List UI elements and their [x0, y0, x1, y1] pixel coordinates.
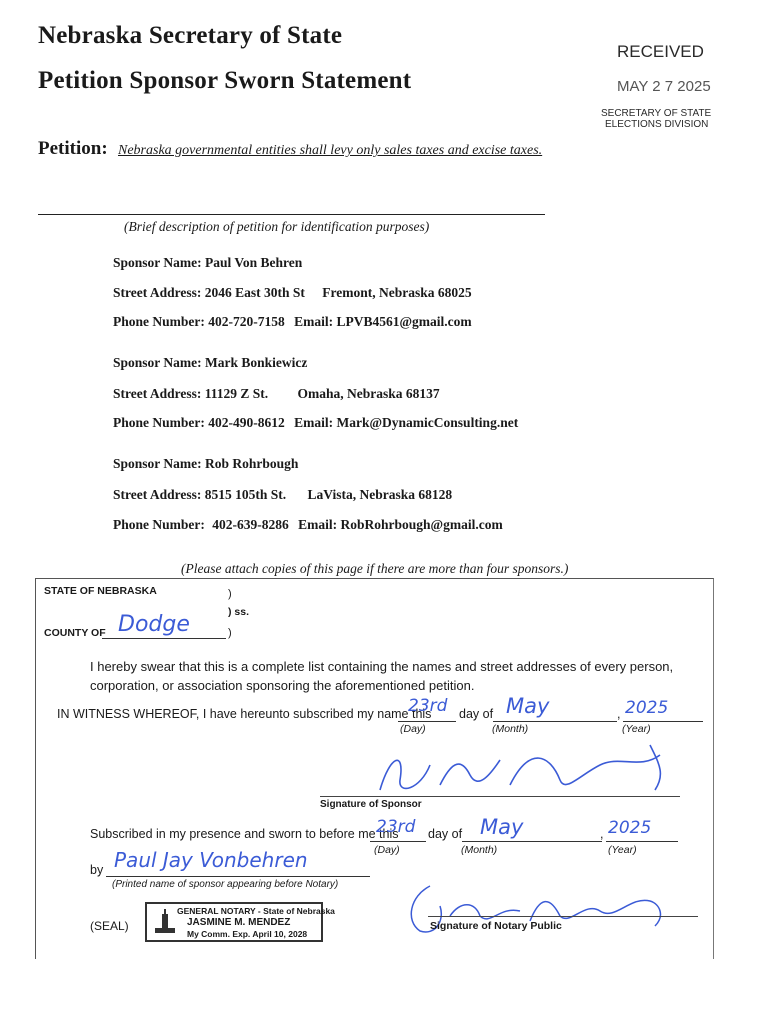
sponsor-1-name-row	[113, 255, 302, 271]
sponsor-3-address-row	[113, 487, 452, 503]
day-handwritten: 23rd	[408, 696, 448, 716]
notary-stamp-line2: JASMINE M. MENDEZ	[187, 917, 291, 928]
sponsor-name-label: Sponsor Name:	[113, 255, 202, 270]
day2-caption: (Day)	[374, 844, 400, 856]
sponsor-signature-line	[320, 796, 680, 797]
day2-line	[370, 841, 426, 842]
notary-stamp-line3: My Comm. Exp. April 10, 2028	[187, 929, 308, 939]
day2-handwritten: 23rd	[376, 817, 416, 837]
county-label: COUNTY OF	[44, 627, 106, 639]
received-date: MAY 2 7 2025	[617, 78, 711, 95]
page-title-line1: Nebraska Secretary of State	[38, 22, 343, 49]
sponsor-name: Rob Rohrbough	[205, 456, 299, 471]
day-caption: (Day)	[400, 723, 426, 735]
month2-caption: (Month)	[461, 844, 498, 856]
address-label: Street Address:	[113, 285, 202, 300]
paren-1: )	[228, 588, 232, 600]
petition-text: Nebraska governmental entities shall levy only sales taxes and excise taxes.	[118, 143, 543, 158]
month2-line	[462, 841, 602, 842]
day-of2-label: day of	[428, 827, 463, 841]
year2-caption: (Year)	[608, 844, 637, 856]
city-state-zip: LaVista, Nebraska 68128	[307, 487, 453, 502]
sponsor-1-address-row	[113, 285, 472, 301]
signature-of-sponsor-label: Signature of Sponsor	[320, 799, 422, 810]
address-label: Street Address:	[113, 386, 202, 401]
month-line	[493, 721, 617, 722]
county-handwritten: Dodge	[118, 612, 190, 637]
sponsor-2-name-row	[113, 355, 307, 371]
email-label: Email:	[294, 415, 334, 430]
year-line	[623, 721, 703, 722]
sponsor-2-contact-row	[113, 415, 518, 431]
county-line	[102, 638, 226, 639]
year-caption: (Year)	[622, 723, 651, 735]
subscribed-text: Subscribed in my presence and sworn to before me this	[90, 827, 399, 841]
petition-divider	[38, 214, 545, 215]
by-handwritten: Paul Jay Vonbehren	[114, 848, 308, 872]
year-comma: ,	[617, 707, 621, 721]
stamp-office-line1: SECRETARY OF STATE	[601, 108, 712, 119]
attach-note: (Please attach copies of this page if there are more than four sponsors.)	[181, 561, 569, 576]
street-address: 8515 105th St.	[204, 487, 287, 502]
page-title-line2: Petition Sponsor Sworn Statement	[38, 67, 412, 94]
petition-label: Petition:	[38, 138, 108, 159]
phone-number: 402-639-8286	[212, 517, 289, 532]
month-caption: (Month)	[492, 723, 529, 735]
sponsor-3-contact-row	[113, 517, 503, 533]
phone-label: Phone Number:	[113, 314, 205, 329]
year2-comma: ,	[600, 827, 604, 841]
oath-line-2: corporation, or association sponsoring the aforementioned petition.	[90, 678, 475, 693]
seal-label: (SEAL)	[90, 919, 129, 933]
email-label: Email:	[298, 517, 338, 532]
state-capitol-icon	[151, 908, 179, 936]
sponsor-name-label: Sponsor Name:	[113, 456, 202, 471]
year-handwritten: 2025	[625, 698, 669, 718]
sponsor-name: Mark Bonkiewicz	[205, 355, 308, 370]
sponsor-1-contact-row	[113, 314, 472, 330]
sponsor-name: Paul Von Behren	[205, 255, 303, 270]
witness-text: IN WITNESS WHEREOF, I have hereunto subscribed my name this	[57, 707, 432, 721]
paren-3: )	[228, 627, 232, 639]
year2-line	[606, 841, 678, 842]
email-address: LPVB4561@gmail.com	[336, 314, 472, 329]
sponsor-2-address-row	[113, 386, 440, 402]
sponsor-name-label: Sponsor Name:	[113, 355, 202, 370]
printed-name-caption: (Printed name of sponsor appearing before Notary)	[112, 879, 339, 890]
sponsor-signature-stroke	[360, 735, 680, 805]
phone-number: 402-720-7158	[208, 314, 285, 329]
by-line	[106, 876, 370, 877]
sponsor-3-name-row	[113, 456, 298, 472]
phone-label: Phone Number:	[113, 415, 205, 430]
phone-label: Phone Number:	[113, 517, 205, 532]
received-stamp: RECEIVED	[617, 42, 704, 61]
notary-seal-stamp	[145, 902, 335, 942]
day-of-label: day of	[459, 707, 494, 721]
petition-caption: (Brief description of petition for identification purposes)	[124, 219, 430, 234]
email-address: RobRohrbough@gmail.com	[340, 517, 503, 532]
day-line	[398, 721, 456, 722]
phone-number: 402-490-8612	[208, 415, 285, 430]
street-address: 11129 Z St.	[204, 386, 269, 401]
address-label: Street Address:	[113, 487, 202, 502]
oath-line-1: I hereby swear that this is a complete list containing the names and street addresses of every person,	[90, 659, 674, 674]
month2-handwritten: May	[480, 815, 524, 839]
by-label: by	[90, 863, 104, 877]
city-state-zip: Fremont, Nebraska 68025	[322, 285, 472, 300]
ss-label: ) ss.	[228, 606, 250, 618]
notary-signature-label: Signature of Notary Public	[430, 920, 562, 932]
stamp-office-line2: ELECTIONS DIVISION	[605, 119, 709, 130]
year2-handwritten: 2025	[608, 818, 652, 838]
email-address: Mark@DynamicConsulting.net	[336, 415, 519, 430]
email-label: Email:	[294, 314, 334, 329]
street-address: 2046 East 30th St	[204, 285, 305, 300]
notary-signature-line	[428, 916, 698, 917]
state-label: STATE OF NEBRASKA	[44, 585, 157, 597]
notary-stamp-line1: GENERAL NOTARY - State of Nebraska	[177, 906, 335, 916]
city-state-zip: Omaha, Nebraska 68137	[297, 386, 440, 401]
month-handwritten: May	[506, 694, 550, 718]
